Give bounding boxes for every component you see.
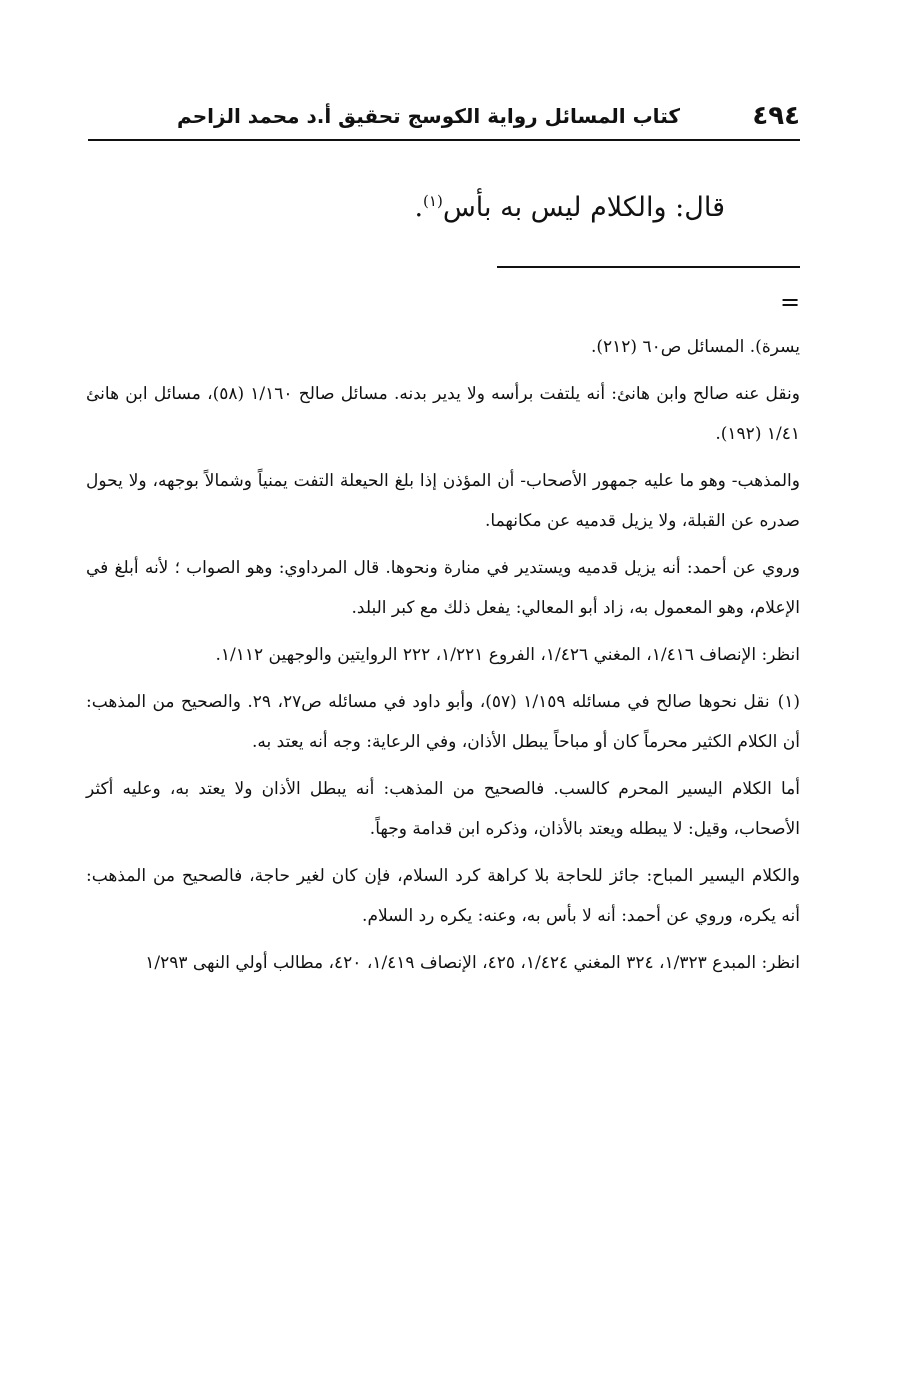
- continuation-mark: =: [780, 288, 801, 316]
- footnote-1-marker: (١): [777, 692, 800, 712]
- footnote-reference[interactable]: (١): [423, 192, 443, 210]
- footnote-paragraph: يسرة). المسائل ص٦٠ (٢١٢).: [590, 337, 800, 357]
- footnote-paragraph: أما الكلام اليسير المحرم كالسب. فالصحيح من المذهب: أنه يبطل الأذان ولا يعتد به، وعليه أكثر الأصحاب، وقيل: لا يبطله ويعتد بالأذان، وذكره ابن قدامة وجهاً.: [86, 779, 800, 839]
- header-rule: [88, 139, 800, 141]
- main-text-body: قال: والكلام ليس به بأس: [442, 192, 725, 223]
- page-number: ٤٩٤: [752, 101, 800, 131]
- main-text: [200, 183, 725, 233]
- footnote-paragraph: انظر: الإنصاف ١/٤١٦، المغني ١/٤٢٦، الفروع ١/٢٢١، ٢٢٢ الروايتين والوجهين ١/١١٢.: [215, 645, 800, 665]
- footnotes-section: [86, 327, 800, 990]
- footnote-1-text: نقل نحوها صالح في مسائله ١/١٥٩ (٥٧)، وأبو داود في مسائله ص٢٧، ٢٩. والصحيح من المذهب: أن الكلام الكثير محرماً كان أو مباحاً يبطل الأذان، وفي الرعاية: وجه أنه يعتد به.: [86, 692, 800, 752]
- footnote-paragraph: والمذهب- وهو ما عليه جمهور الأصحاب- أن المؤذن إذا بلغ الحيعلة التفت يمنياً وشمالاً بوجهه، ولا يحول صدره عن القبلة، ولا يزيل قدميه عن مكانهما.: [86, 471, 800, 531]
- running-title: كتاب المسائل رواية الكوسج تحقيق أ.د محمد الزاحم: [177, 104, 680, 128]
- footnote-paragraph: ونقل عنه صالح وابن هانئ: أنه يلتفت برأسه ولا يدير بدنه. مسائل صالح ١/١٦٠ (٥٨)، مسائل ابن هانئ ١/٤١ (١٩٢).: [86, 384, 800, 444]
- footnote-separator: [497, 266, 800, 268]
- footnote-paragraph: والكلام اليسير المباح: جائز للحاجة بلا كراهة كرد السلام، فإن كان لغير حاجة، فالصحيح من المذهب: أنه يكره، وروي عن أحمد: أنه لا بأس به، وعنه: يكره رد السلام.: [86, 866, 800, 926]
- footnote-1: [86, 682, 800, 762]
- footnote-paragraph: انظر: المبدع ١/٣٢٣، ٣٢٤ المغني ١/٤٢٤، ٤٢٥، الإنصاف ١/٤١٩، ٤٢٠، مطالب أولي النهى ١/٢٩٣: [145, 953, 800, 973]
- page-header: [88, 98, 800, 134]
- main-text-trailing: .: [414, 192, 424, 223]
- footnote-paragraph: وروي عن أحمد: أنه يزيل قدميه ويستدير في منارة ونحوها. قال المرداوي: وهو الصواب ؛ لأنه أبلغ في الإعلام، وهو المعمول به، زاد أبو المعالي: يفعل ذلك مع كبر البلد.: [86, 558, 800, 618]
